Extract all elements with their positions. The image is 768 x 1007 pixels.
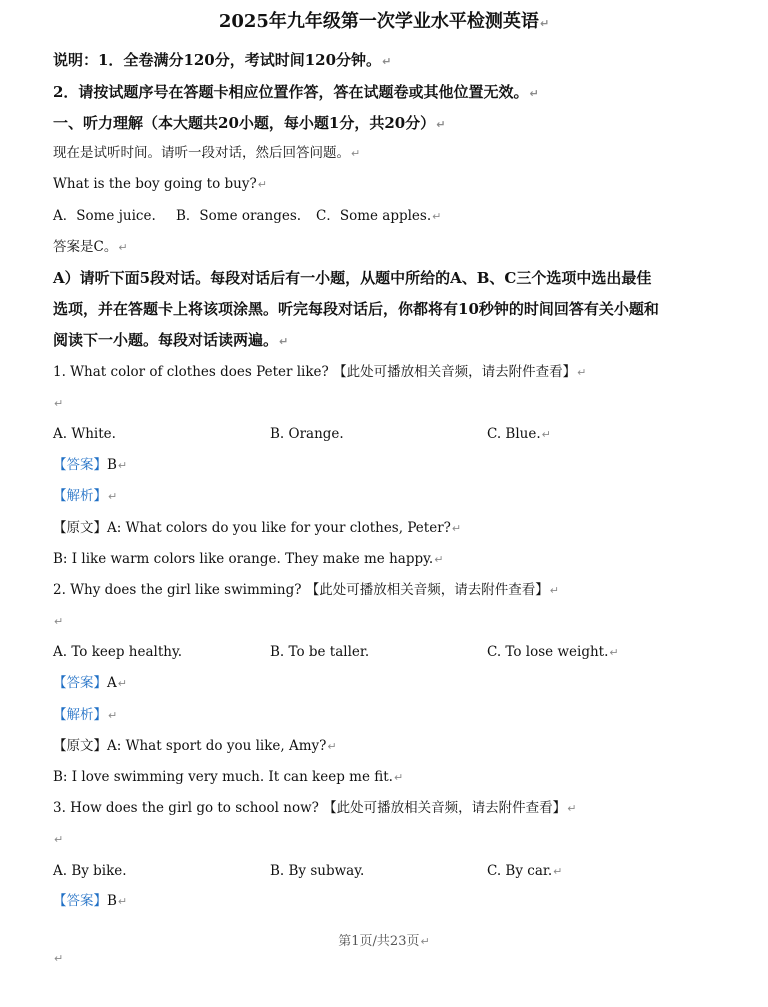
document-title: 2025年九年级第一次学业水平检测英语↵ [218,11,550,32]
question-1-stem: 1. What color of clothes does Peter like? 【此处可播放相关音频，请去附件查看】↵ [53,364,587,380]
question-3-stem: 3. How does the girl go to school now? 【此处可播放相关音频，请去附件查看】↵ [53,800,577,816]
question-1-option-b: B. Orange. [270,426,344,442]
notes-line-1: 说明：1．全卷满分120分，考试时间120分钟。↵ [53,51,392,69]
question-1-original-1: 【原文】A: What colors do you like for your clothes, Peter?↵ [53,520,462,536]
part-a-instructions-3: 阅读下一小题。每段对话读两遍。↵ [53,331,289,349]
part-a-instructions-2: 选项，并在答题卡上将该项涂黑。听完每段对话后，你都将有10秒钟的时间回答有关小题和 [53,300,659,318]
question-2-option-b: B. To be taller. [270,644,370,660]
question-1-option-a: A. White. [53,426,116,442]
example-answer: 答案是C。↵ [53,239,128,255]
section-1-title: 一、听力理解（本大题共20小题，每小题1分，共20分）↵ [53,114,446,132]
question-1-original-2: B: I like warm colors like orange. They make me happy.↵ [53,551,444,567]
notes-line-2: 2．请按试题序号在答题卡相应位置作答，答在试题卷或其他位置无效。↵ [53,83,539,101]
question-3-option-c: C. By car.↵ [487,863,563,879]
blank-line: ↵ [54,952,64,965]
question-2-answer: 【答案】A↵ [53,675,127,691]
example-option-a: A．Some juice. [53,208,156,224]
example-option-b: B．Some oranges. [176,208,302,224]
question-3-answer: 【答案】B↵ [53,893,128,909]
part-a-instructions-1: A）请听下面5段对话。每段对话后有一小题，从题中所给的A、B、C三个选项中选出最佳 [53,269,652,287]
question-2-option-a: A. To keep healthy. [53,644,183,660]
question-1-option-c: C. Blue.↵ [487,426,551,442]
question-1-answer: 【答案】B↵ [53,457,128,473]
page-footer: 第1页/共23页↵ [338,934,430,949]
blank-line: ↵ [54,833,64,846]
question-2-analysis: 【解析】↵ [53,707,118,723]
question-3-option-b: B. By subway. [270,863,365,879]
example-option-c: C．Some apples.↵ [316,208,442,224]
question-2-original-1: 【原文】A: What sport do you like, Amy?↵ [53,738,337,754]
question-3-option-a: A. By bike. [53,863,127,879]
question-2-original-2: B: I love swimming very much. It can keep me fit.↵ [53,769,404,785]
question-2-stem: 2. Why does the girl like swimming? 【此处可播放相关音频，请去附件查看】↵ [53,582,559,598]
example-intro: 现在是试听时间。请听一段对话，然后回答问题。↵ [53,145,361,161]
question-1-analysis: 【解析】↵ [53,488,118,504]
question-2-option-c: C. To lose weight.↵ [487,644,619,660]
example-question: What is the boy going to buy?↵ [53,176,267,192]
blank-line: ↵ [54,615,64,628]
blank-line: ↵ [54,397,64,410]
